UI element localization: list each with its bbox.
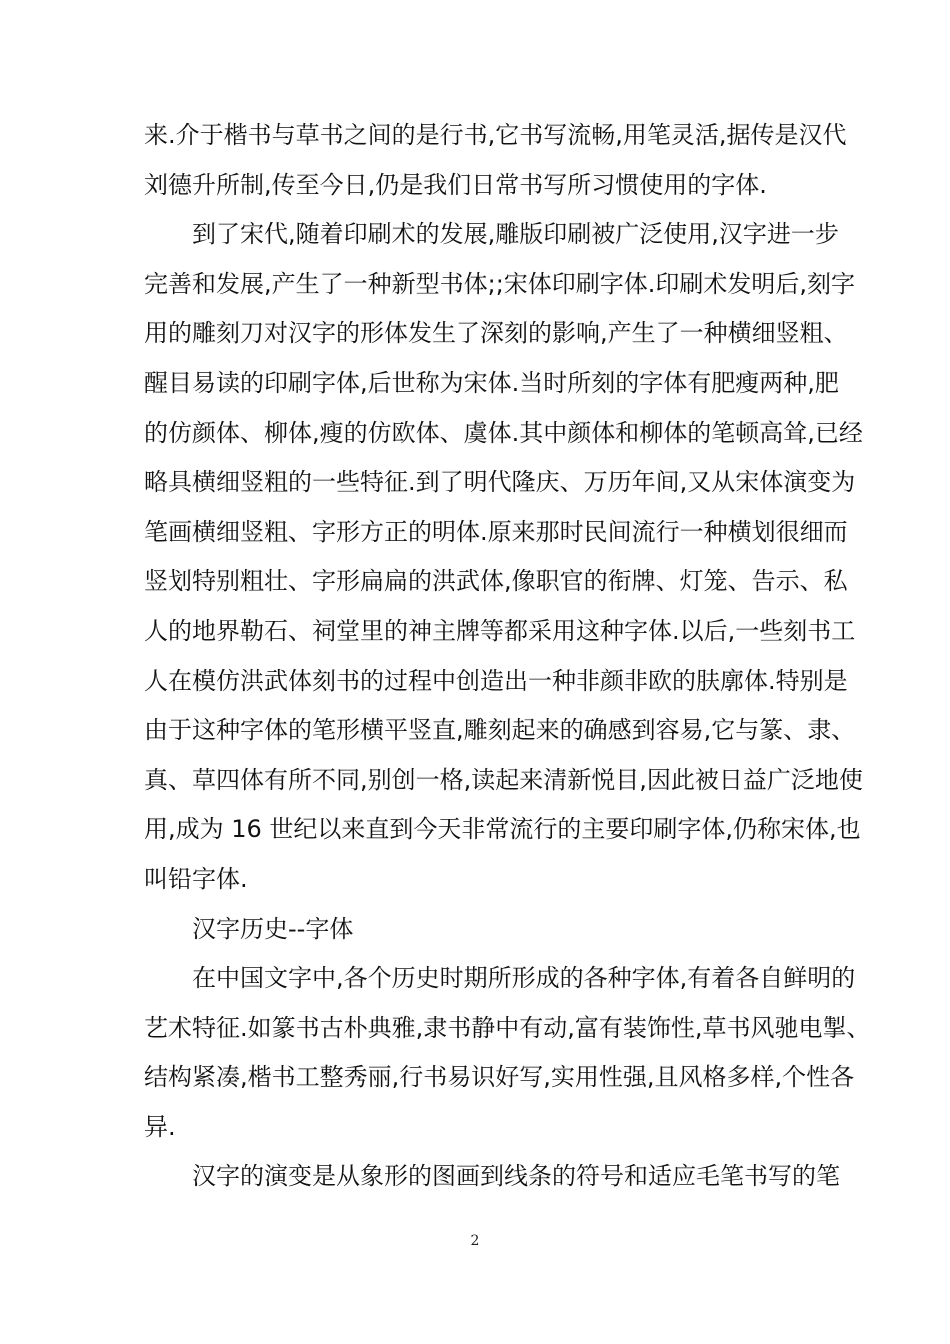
text-line: 真、草四体有所不同,别创一格,读起来清新悦目,因此被日益广泛地使 xyxy=(144,765,863,794)
text-line: 人在模仿洪武体刻书的过程中创造出一种非颜非欧的肤廓体.特别是 xyxy=(144,666,848,695)
text-line: 用的雕刻刀对汉字的形体发生了深刻的影响,产生了一种横细竖粗、 xyxy=(144,319,848,348)
text-line: 人的地界勒石、祠堂里的神主牌等都采用这种字体.以后,一些刻书工 xyxy=(144,616,856,645)
text-line: 刘德升所制,传至今日,仍是我们日常书写所习惯使用的字体. xyxy=(144,170,767,199)
document-body xyxy=(144,111,871,1202)
text-line: 醒目易读的印刷字体,后世称为宋体.当时所刻的字体有肥瘦两种,肥 xyxy=(144,368,839,397)
text-line: 的仿颜体、柳体,瘦的仿欧体、虞体.其中颜体和柳体的笔顿高耸,已经 xyxy=(144,418,863,447)
text-line: 来.介于楷书与草书之间的是行书,它书写流畅,用笔灵活,据传是汉代 xyxy=(144,121,847,149)
paragraph-first-line: 汉字的演变是从象形的图画到线条的符号和适应毛笔书写的笔 xyxy=(192,1162,840,1191)
text-line: 异. xyxy=(144,1112,176,1141)
text-line: 叫铅字体. xyxy=(144,864,248,893)
text-line: 结构紧凑,楷书工整秀丽,行书易识好写,实用性强,且风格多样,个性各 xyxy=(144,1063,855,1092)
section-heading: 汉字历史--字体 xyxy=(192,914,354,943)
paragraph-first-line: 在中国文字中,各个历史时期所形成的各种字体,有着各自鲜明的 xyxy=(192,964,856,993)
paragraph-first-line: 到了宋代,随着印刷术的发展,雕版印刷被广泛使用,汉字进一步 xyxy=(192,220,839,249)
text-line: 竖划特别粗壮、字形扁扁的洪武体,像职官的衔牌、灯笼、告示、私 xyxy=(144,567,848,596)
text-line: 笔画横细竖粗、字形方正的明体.原来那时民间流行一种横划很细而 xyxy=(144,517,848,546)
text-line: 略具横细竖粗的一些特征.到了明代隆庆、万历年间,又从宋体演变为 xyxy=(144,468,856,497)
text-line: 完善和发展,产生了一种新型书体;;宋体印刷字体.印刷术发明后,刻字 xyxy=(144,269,856,298)
page-number: 2 xyxy=(470,1233,480,1249)
text-line: 艺术特征.如篆书古朴典雅,隶书静中有动,富有装饰性,草书风驰电掣、 xyxy=(144,1013,871,1042)
text-line: 用,成为 16 世纪以来直到今天非常流行的主要印刷字体,仍称宋体,也 xyxy=(144,815,861,844)
text-line: 由于这种字体的笔形横平竖直,雕刻起来的确感到容易,它与篆、隶、 xyxy=(144,716,856,745)
